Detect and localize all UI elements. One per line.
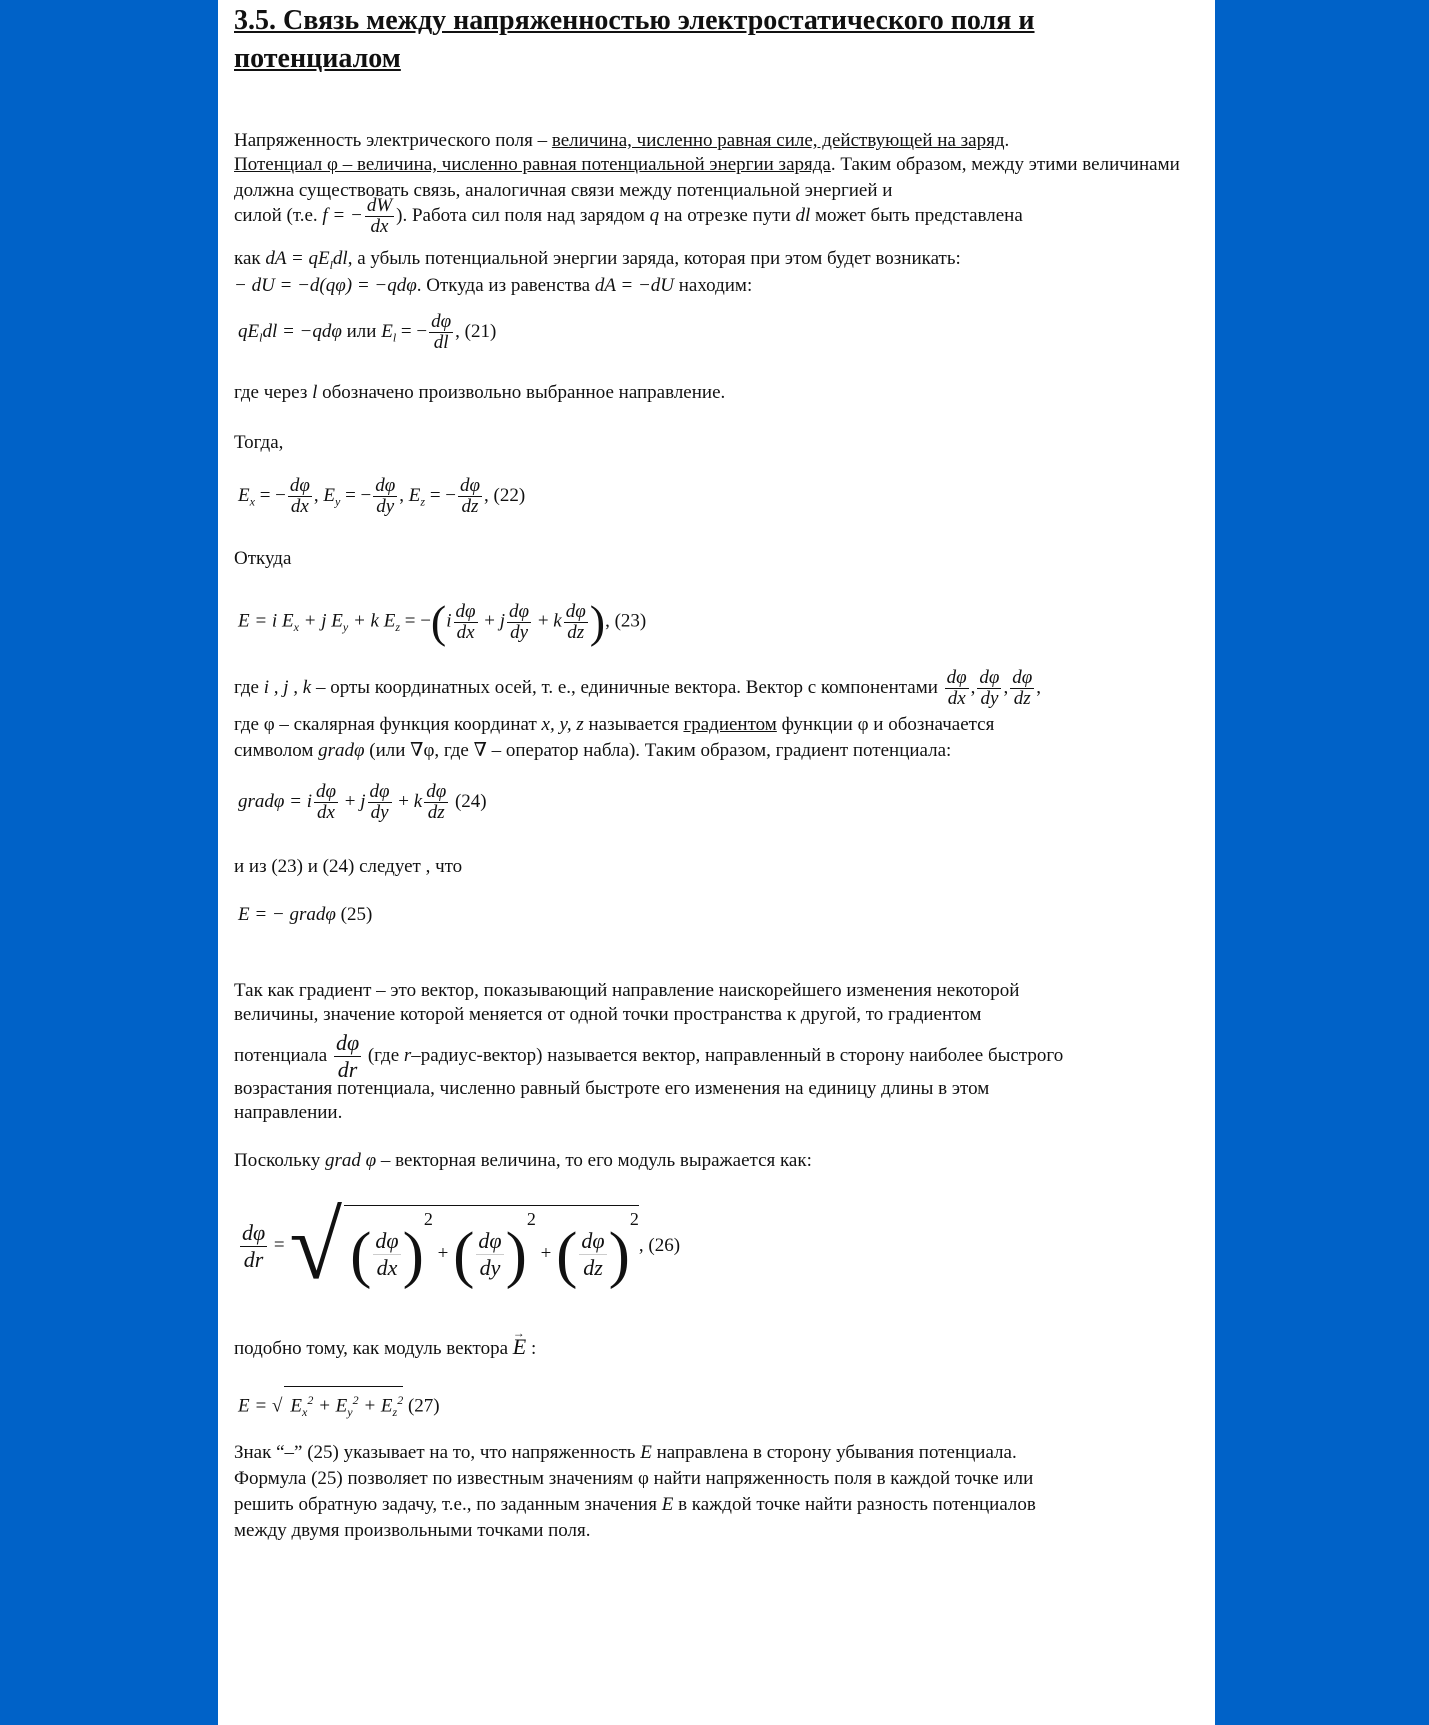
paragraph-line: величины, значение которой меняется от одной точки пространства к другой, то градиентом — [234, 1004, 982, 1025]
numerator: dφ — [509, 600, 530, 622]
phi-symbol: φ — [637, 1468, 649, 1489]
denominator: dy — [980, 688, 999, 709]
text: где — [234, 714, 264, 735]
eq-term: E — [380, 1395, 393, 1417]
subscript: y — [347, 1405, 353, 1420]
equation-22 — [238, 476, 525, 517]
text: –радиус-вектор) называется вектор, направленный в сторону наиболее быстрого — [411, 1044, 1064, 1066]
eq-term: = − — [340, 484, 372, 506]
fraction — [365, 196, 394, 237]
denominator: dx — [456, 621, 475, 643]
plus: + — [313, 1395, 336, 1417]
denominator: dy — [510, 621, 529, 643]
plus: + — [358, 1395, 381, 1417]
subscript: x — [293, 620, 299, 635]
denominator: dx — [370, 216, 389, 237]
subscript: x — [301, 1405, 308, 1420]
subscript: l — [392, 330, 397, 345]
subscript: z — [395, 620, 400, 635]
denominator: dx — [290, 496, 309, 517]
radical-sign: √ — [289, 1192, 343, 1299]
text: на отрезке пути — [659, 204, 796, 226]
eq-term: dl = −qdφ — [262, 320, 342, 342]
text: Напряженность электрического поля – — [234, 130, 552, 151]
eq-term: gradφ = i — [238, 790, 313, 812]
equation-26 — [238, 1192, 681, 1299]
section-title: 3.5. Связь между напряженностью электростатического поля и потенциалом — [234, 5, 1035, 74]
eq-term: = − — [425, 484, 456, 506]
numerator: dφ — [431, 311, 452, 332]
plus: + — [393, 790, 414, 812]
numerator: dW — [366, 195, 393, 216]
formula-f: f = − — [322, 204, 363, 226]
symbol-E: E — [661, 1494, 674, 1515]
eq-term: grad φ — [325, 1150, 377, 1171]
eq-term: E — [290, 1395, 302, 1417]
eq-term: E — [335, 1395, 348, 1417]
eq-term: E = — [238, 1395, 272, 1417]
text: найти напряженность поля в каждой точке или — [648, 1468, 1034, 1489]
equation-number: (25) — [335, 904, 373, 925]
text: Поскольку — [234, 1150, 326, 1171]
text: Знак “–” (25) указывает на то, что напряженность — [234, 1442, 641, 1463]
text: функции — [776, 714, 858, 735]
vector-E: → E — [513, 1334, 526, 1359]
equation-27 — [238, 1386, 440, 1425]
text: решить обратную задачу, т.е., по заданным значения — [234, 1494, 662, 1515]
equation-21 — [238, 312, 496, 353]
subscript: y — [342, 620, 349, 635]
numerator: dφ — [979, 667, 1000, 688]
denominator: dy — [479, 1255, 501, 1281]
equation-24 — [238, 782, 487, 823]
nabla-symbol: ∇ — [473, 740, 487, 761]
denominator: dx — [317, 802, 335, 823]
paragraph-gradient-symbol — [234, 738, 951, 764]
text: – орты координатных осей, т. е., единичные вектора. Вектор с компонентами — [311, 676, 943, 698]
subscript: l — [329, 257, 333, 272]
subscript: x — [249, 494, 255, 509]
denominator: dx — [376, 1255, 398, 1281]
plus: + — [437, 1243, 449, 1265]
fraction — [454, 602, 478, 643]
denominator: dz — [583, 1255, 603, 1281]
text: ). Работа сил поля над зарядом — [396, 204, 650, 226]
radical-sign: √ — [271, 1395, 283, 1417]
right-paren: ) — [589, 596, 606, 647]
text: – скалярная функция координат — [274, 714, 542, 735]
phi-symbol: φ — [327, 154, 339, 175]
text: , где — [434, 740, 474, 761]
denominator: dy — [376, 496, 395, 517]
eq-term: E — [381, 320, 393, 342]
text: подобно тому, как модуль вектора — [234, 1338, 513, 1359]
paragraph-gradient-meaning: Так как градиент – это вектор, показывающий направление наискорейшего изменения некоторой — [234, 980, 1020, 1001]
numerator: dφ — [335, 1030, 360, 1055]
text: и обозначается — [868, 714, 995, 735]
formula-dU: − dU = −d(qφ) = −qdφ — [234, 275, 417, 296]
underlined-definition: величина, численно равная силе, действующей на заряд — [551, 130, 1005, 151]
exponent: 2 — [352, 1393, 359, 1407]
text: находим: — [674, 275, 753, 296]
numerator: dφ — [478, 1228, 502, 1254]
subscript: z — [392, 1405, 398, 1420]
text: : — [526, 1338, 537, 1359]
subscript: z — [420, 494, 426, 509]
paragraph-whence: Откуда — [234, 548, 292, 569]
numerator: dφ — [375, 475, 396, 496]
plus: + — [540, 1243, 552, 1265]
text: , а убыль потенциальной энергии заряда, которая при этом будет возникать: — [347, 248, 961, 269]
right-paren: ) — [608, 1218, 630, 1290]
formula-dA: dA = qE — [265, 248, 330, 269]
paragraph-line — [234, 1466, 1033, 1492]
paragraph-line-force — [234, 196, 1023, 237]
exponent: 2 — [307, 1393, 314, 1407]
numerator: dφ — [316, 781, 337, 802]
comma: , — [313, 484, 319, 506]
formula-dl: dl — [332, 248, 348, 269]
equation-number: , (26) — [638, 1235, 681, 1256]
eq-term: = − — [396, 320, 428, 342]
paragraph-since — [234, 1148, 812, 1174]
text: называется — [583, 714, 684, 735]
numerator: dφ — [946, 667, 967, 688]
plus: + — [533, 610, 554, 632]
eq-term: + k E — [348, 610, 396, 632]
paragraph-then: Тогда, — [234, 432, 284, 453]
fraction — [507, 602, 531, 643]
left-paren: ( — [350, 1218, 372, 1290]
text: обозначено произвольно выбранное направление. — [317, 382, 726, 403]
fraction — [373, 1228, 400, 1281]
denominator: dl — [433, 332, 449, 353]
paragraph-direction — [234, 380, 725, 406]
numerator: dφ — [375, 1228, 399, 1254]
text: (где — [363, 1044, 404, 1066]
text: силой (т.е. — [234, 204, 323, 226]
comma: , — [399, 484, 405, 506]
text: . Таким образом, между этими величинами должна существовать связь, аналогичная связи между потенциальной энергией и — [234, 154, 1180, 201]
subscript: l — [259, 330, 263, 345]
numerator: dφ — [369, 781, 390, 802]
fraction — [977, 668, 1001, 709]
fraction — [564, 602, 588, 643]
fraction — [1010, 668, 1034, 709]
denominator: dr — [243, 1246, 264, 1272]
equation-number: (24) — [450, 790, 487, 812]
denominator: dz — [427, 802, 445, 823]
left-paren: ( — [453, 1218, 475, 1290]
paragraph-line — [234, 1492, 1036, 1518]
fraction — [373, 476, 397, 517]
text: где — [234, 676, 264, 698]
eq-term: k — [413, 790, 423, 812]
text: (или — [364, 740, 411, 761]
text: как — [234, 248, 266, 269]
underlined-definition: – величина, численно равная потенциальной энергии заряда — [338, 154, 831, 175]
underlined-term: Потенциал — [234, 154, 328, 175]
denominator: dz — [567, 621, 585, 643]
fraction — [579, 1228, 606, 1281]
eq-term: j — [360, 790, 366, 812]
symbol-E: E — [640, 1442, 652, 1463]
fraction — [945, 668, 969, 709]
plus: + — [340, 790, 361, 812]
denominator: dr — [337, 1057, 358, 1082]
eq-term: = − — [254, 484, 286, 506]
paragraph-follows: и из (23) и (24) следует , что — [234, 856, 463, 877]
document-page — [218, 0, 1215, 1725]
denominator: dx — [947, 688, 966, 709]
fraction — [424, 782, 448, 823]
paragraph-line: направлении. — [234, 1102, 343, 1123]
eq-term: E — [408, 484, 421, 506]
text: Формула (25) позволяет по известным значениям — [234, 1468, 638, 1489]
text: направлена в сторону убывания потенциала. — [651, 1442, 1017, 1463]
formula-equality: dA = −dU — [594, 275, 675, 296]
paragraph-vector-modulus — [234, 1334, 536, 1362]
eq-term: E — [323, 484, 335, 506]
paragraph-line: между двумя произвольными точками поля. — [234, 1520, 591, 1541]
right-paren: ) — [505, 1218, 527, 1290]
eq-term: + j E — [298, 610, 343, 632]
numerator: dφ — [426, 781, 447, 802]
eq-term: E = i E — [238, 610, 294, 632]
numerator: dφ — [565, 600, 586, 622]
numerator: dφ — [1012, 667, 1033, 688]
numerator: dφ — [581, 1228, 605, 1254]
text: или — [341, 320, 382, 342]
fraction — [288, 476, 312, 517]
paragraph-unit-vectors: где i , j , k – орты координатных осей, т. е., единичные вектора. Вектор с компонентами $\frac{d\varphi}{dx}$ , $\frac{d\varphi}{dy}$ , $\frac{d\varphi}{dz}$ , — [234, 667, 1041, 709]
equation-25 — [238, 902, 372, 928]
numerator: dφ — [460, 475, 481, 496]
text: . Откуда из равенства — [416, 275, 595, 296]
fraction — [314, 782, 338, 823]
text: потенциала — [234, 1044, 332, 1066]
numerator: dφ — [242, 1219, 266, 1245]
denominator: dz — [461, 496, 479, 517]
equation-number: , (22) — [484, 484, 526, 506]
eq-term: i — [446, 610, 452, 632]
paragraph-line: возрастания потенциала, численно равный быстроте его изменения на единицу длины в этом — [234, 1078, 990, 1099]
eq-term: j — [499, 610, 506, 632]
left-paren: ( — [556, 1218, 578, 1290]
paragraph-sign — [234, 1440, 1017, 1466]
eq-term: = — [269, 1234, 290, 1256]
exponent: 2 — [423, 1209, 433, 1230]
eq-term: k — [553, 610, 562, 632]
equation-number: , (21) — [455, 320, 497, 342]
fraction — [429, 312, 453, 353]
text: символом — [234, 740, 319, 761]
symbol-l: l — [312, 382, 318, 403]
text: . — [1004, 130, 1010, 151]
radicand — [284, 1386, 403, 1425]
phi-symbol: φ — [857, 714, 869, 735]
numerator: dφ — [289, 475, 310, 496]
equation-number: (27) — [403, 1395, 440, 1417]
text: где через — [234, 382, 313, 403]
paragraph-line-energy — [234, 273, 752, 299]
eq-term: qE — [238, 320, 260, 342]
plus: + — [479, 610, 500, 632]
denominator: dy — [370, 802, 389, 823]
phi-symbol: φ — [263, 714, 275, 735]
symbol-dl: dl — [795, 204, 811, 226]
exponent: 2 — [629, 1209, 639, 1230]
paragraph-field-definition — [234, 128, 1009, 154]
text: – оператор набла). Таким образом, градиент потенциала: — [486, 740, 952, 761]
text: в каждой точке найти разность потенциалов — [673, 1494, 1036, 1515]
eq-term: gradφ — [318, 740, 365, 761]
subscript: y — [335, 494, 341, 509]
text: может быть представлена — [810, 204, 1023, 226]
eq-term: x, y, z — [541, 714, 584, 735]
eq-term: E — [238, 484, 250, 506]
eq-term: E = − gradφ — [238, 904, 336, 925]
nabla-symbol: ∇φ — [410, 740, 435, 761]
fraction — [368, 782, 392, 823]
equation-number: , (23) — [605, 610, 647, 632]
right-paren: ) — [402, 1218, 424, 1290]
radicand — [344, 1205, 639, 1290]
denominator: dz — [1013, 688, 1031, 709]
paragraph-gradient-def — [234, 712, 994, 738]
symbol-r: r — [403, 1044, 412, 1066]
eq-term: i , j , k — [263, 676, 312, 698]
fraction — [240, 1220, 267, 1273]
exponent: 2 — [526, 1209, 536, 1230]
left-paren: ( — [430, 596, 447, 647]
underlined-term: градиентом — [683, 714, 777, 735]
equation-23 — [238, 590, 646, 654]
exponent: 2 — [397, 1393, 404, 1407]
text: – векторная величина, то его модуль выражается как: — [376, 1150, 812, 1171]
fraction — [476, 1228, 503, 1281]
numerator: dφ — [455, 600, 476, 622]
eq-term: = − — [399, 610, 431, 632]
fraction — [458, 476, 482, 517]
symbol-q: q — [649, 204, 660, 226]
